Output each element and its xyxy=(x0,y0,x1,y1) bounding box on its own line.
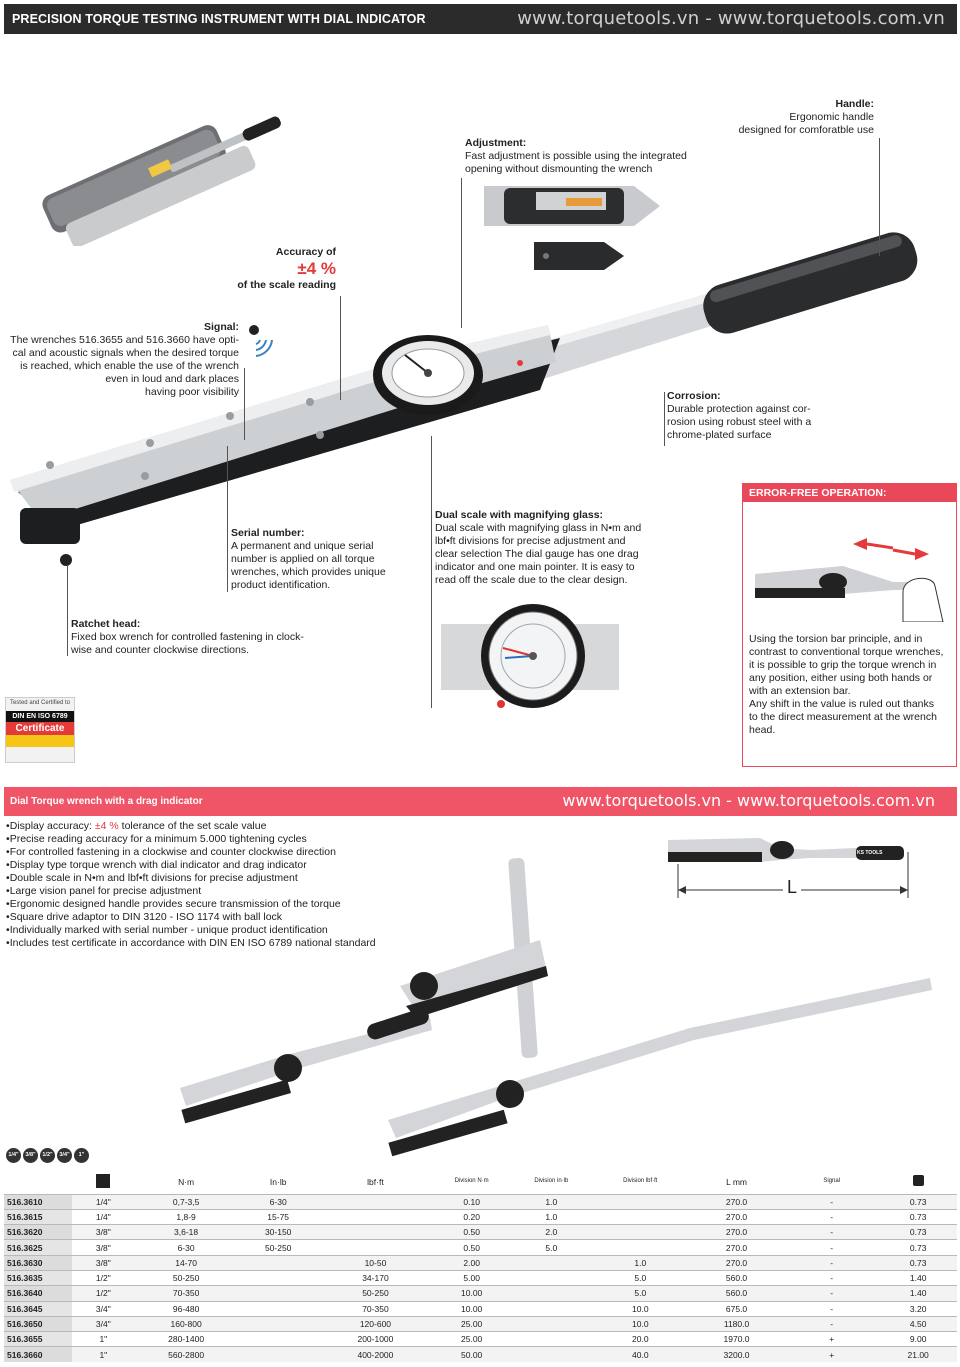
feature-item: • Includes test certificate in accordance with DIN EN ISO 6789 national standard xyxy=(6,937,376,950)
drive-chip: 1" xyxy=(74,1148,89,1163)
corrosion-leader xyxy=(664,392,665,446)
table-cell: 516.3635 xyxy=(4,1270,72,1285)
table-cell xyxy=(511,1286,592,1301)
table-row xyxy=(4,1286,957,1301)
ratchet-leader xyxy=(67,566,68,656)
table-cell: 1.0 xyxy=(592,1255,689,1270)
table-cell xyxy=(511,1347,592,1362)
table-cell: 516.3640 xyxy=(4,1286,72,1301)
table-row xyxy=(4,1209,957,1224)
table-cell: 9.00 xyxy=(909,1334,927,1345)
table-cell: - xyxy=(830,1211,834,1222)
table-cell: - xyxy=(784,1255,879,1270)
table-cell: 25.00 xyxy=(432,1316,511,1331)
table-cell: 516.3630 xyxy=(4,1255,72,1270)
table-cell: 0.73 xyxy=(879,1194,957,1209)
table-cell: 40.0 xyxy=(592,1347,689,1362)
adjustment-detail-image xyxy=(484,180,664,276)
table-cell: 50.00 xyxy=(432,1347,511,1362)
serial-callout: Serial number: A permanent and unique serial number is applied on all torque wrenches, which provides unique product identification. xyxy=(231,527,386,591)
table-cell xyxy=(319,1194,433,1209)
table-cell: 3/8" xyxy=(95,1242,111,1253)
certificate-norm: DIN EN ISO 6789 xyxy=(6,711,74,722)
section2-title: Dial Torque wrench with a drag indicator xyxy=(10,796,203,807)
table-cell: 0.73 xyxy=(909,1242,927,1253)
table-cell xyxy=(238,1255,319,1270)
square-drive-icon xyxy=(96,1174,110,1188)
table-cell: 400-2000 xyxy=(319,1347,433,1362)
table-cell: 10.00 xyxy=(461,1303,483,1314)
table-cell xyxy=(319,1209,433,1224)
table-cell: 560.0 xyxy=(725,1273,748,1284)
error-free-text: Using the torsion bar principle, and in contrast to conventional torque wrenches, it is possible to grip the torque wrench in any position, either using both hands or with an extension bar. Any shift in the value is ruled out thanks to the direct measurement at the wrench head. xyxy=(749,633,944,736)
table-cell: 0,7-3,5 xyxy=(134,1194,237,1209)
table-cell: 120-600 xyxy=(319,1316,433,1331)
dial-closeup-image xyxy=(441,598,619,716)
table-cell: 0.50 xyxy=(432,1225,511,1240)
table-cell: 270.0 xyxy=(689,1225,784,1240)
table-cell xyxy=(238,1316,319,1331)
table-cell: 50-250 xyxy=(264,1242,292,1253)
table-cell: 5.00 xyxy=(463,1273,480,1284)
table-cell: 3.20 xyxy=(909,1303,927,1314)
table-cell xyxy=(238,1270,319,1285)
section2-bar xyxy=(4,787,957,816)
table-cell: 270.0 xyxy=(689,1255,784,1270)
table-cell xyxy=(319,1225,433,1240)
table-cell: - xyxy=(830,1303,834,1314)
table-cell: 1,8-9 xyxy=(176,1211,196,1222)
table-row xyxy=(4,1194,957,1209)
table-cell xyxy=(238,1286,319,1301)
dual-scale-callout: Dual scale with magnifying glass: Dual scale with magnifying glass in N•m and lbf•ft divisions for precise adjustment and clear selection The dial gauge has one drag indicator and one main pointer. It is easy to read off the scale due to the clear design. xyxy=(435,509,642,586)
table-cell: 1/4" xyxy=(72,1194,134,1209)
table-cell: 1" xyxy=(99,1334,108,1345)
table-row xyxy=(4,1270,957,1285)
table-cell: - xyxy=(784,1316,879,1331)
signal-waves-icon xyxy=(246,320,280,360)
table-cell: 1" xyxy=(72,1347,134,1362)
drive-chip: 1/2" xyxy=(40,1148,55,1163)
table-cell: 96-480 xyxy=(172,1303,200,1314)
table-cell: 14-70 xyxy=(134,1255,237,1270)
feature-item: • Display accuracy: ±4 % tolerance of the set scale value xyxy=(6,820,376,833)
feature-item: • For controlled fastening in a clockwise and counter clockwise direction xyxy=(6,846,376,859)
table-header-row: N·m In·lb lbf·ft Division N·m Division in·lb Division lbf·ft L mm Signal xyxy=(4,1170,957,1194)
table-cell: 6-30 xyxy=(177,1242,195,1253)
table-cell: 5.0 xyxy=(592,1286,689,1301)
table-cell: 10.00 xyxy=(432,1286,511,1301)
table-cell: 3/8" xyxy=(72,1255,134,1270)
table-cell: 3/8" xyxy=(72,1225,134,1240)
table-row xyxy=(4,1347,957,1362)
table-cell: 50-250 xyxy=(319,1286,433,1301)
table-cell: 10.0 xyxy=(592,1316,689,1331)
table-cell: 516.3610 xyxy=(4,1194,72,1209)
table-cell: 1.0 xyxy=(511,1194,592,1209)
table-cell xyxy=(511,1255,592,1270)
table-cell: 516.3660 xyxy=(4,1347,72,1362)
product-wrenches-image xyxy=(170,858,940,1158)
adjustment-callout: Adjustment: Fast adjustment is possible using the integrated opening without dismounting the wrench xyxy=(465,137,687,175)
table-cell: 1.40 xyxy=(879,1286,957,1301)
table-cell: 270.0 xyxy=(725,1242,748,1253)
table-row xyxy=(4,1316,957,1331)
table-cell: 1/2" xyxy=(72,1286,134,1301)
serial-leader xyxy=(227,446,228,592)
table-cell: 10-50 xyxy=(319,1255,433,1270)
drive-chip: 3/8" xyxy=(23,1148,38,1163)
table-cell: 200-1000 xyxy=(357,1334,394,1345)
table-cell: 1970.0 xyxy=(723,1334,750,1345)
table-cell xyxy=(511,1316,592,1331)
header-bar xyxy=(4,4,957,34)
feature-item: • Double scale in N•m and lbf•ft divisions for precise adjustment xyxy=(6,872,376,885)
handle-callout: Handle: Ergonomic handle designed for comforatble use xyxy=(738,98,874,136)
table-row xyxy=(4,1255,957,1270)
table-cell: 25.00 xyxy=(461,1334,483,1345)
table-cell xyxy=(592,1194,689,1209)
table-cell: 4.50 xyxy=(879,1316,957,1331)
dual-leader xyxy=(431,436,432,708)
table-cell xyxy=(319,1240,433,1255)
drive-chip: 1/4" xyxy=(6,1148,21,1163)
error-free-image xyxy=(743,502,956,622)
page-title: PRECISION TORQUE TESTING INSTRUMENT WITH DIAL INDICATOR xyxy=(12,12,426,26)
table-cell: 1.40 xyxy=(909,1273,927,1284)
accuracy-callout: Accuracy of ±4 % of the scale reading xyxy=(237,246,336,291)
table-cell: 21.00 xyxy=(879,1347,957,1362)
table-cell xyxy=(238,1347,319,1362)
table-cell xyxy=(592,1240,689,1255)
drive-chips xyxy=(6,1147,91,1163)
table-cell: 0.20 xyxy=(463,1211,480,1222)
table-cell: 270.0 xyxy=(725,1211,748,1222)
signal-callout: Signal: The wrenches 516.3655 and 516.3660 have opti- cal and acoustic signals when the desired torque is reached, which enable the use of the wrench even in loud and dark places having poor visibility xyxy=(10,321,239,398)
wrench-case-image xyxy=(18,86,298,246)
table-cell xyxy=(592,1209,689,1224)
table-cell: 0.73 xyxy=(879,1225,957,1240)
error-free-box xyxy=(742,483,957,767)
handle-leader xyxy=(879,138,880,256)
feature-item: • Display type torque wrench with dial indicator and drag indicator xyxy=(6,859,376,872)
section2-url[interactable]: www.torquetools.vn - www.torquetools.com.vn xyxy=(562,791,935,810)
table-row xyxy=(4,1301,957,1316)
table-cell: 30-150 xyxy=(238,1225,319,1240)
feature-item: • Individually marked with serial number - unique product identification xyxy=(6,924,376,937)
accuracy-leader xyxy=(340,296,341,400)
table-cell: 560-2800 xyxy=(134,1347,237,1362)
table-cell: 10.0 xyxy=(632,1303,649,1314)
table-cell: 3200.0 xyxy=(689,1347,784,1362)
feature-item: • Precise reading accuracy for a minimum 5.000 tightening cycles xyxy=(6,833,376,846)
table-cell: 516.3625 xyxy=(4,1240,72,1255)
table-cell: + xyxy=(784,1347,879,1362)
table-cell: 15-75 xyxy=(267,1211,290,1222)
certificate-label: Certificate xyxy=(6,722,74,735)
feature-item: • Large vision panel for precise adjustment xyxy=(6,885,376,898)
table-cell: 280-1400 xyxy=(168,1334,205,1345)
table-cell: 516.3655 xyxy=(4,1332,72,1347)
table-row xyxy=(4,1240,957,1255)
signal-leader xyxy=(244,368,245,440)
table-cell: 1/2" xyxy=(95,1273,111,1284)
table-cell: 0.73 xyxy=(909,1211,927,1222)
table-cell: - xyxy=(830,1273,834,1284)
table-cell: - xyxy=(784,1225,879,1240)
table-cell: 516.3620 xyxy=(4,1225,72,1240)
table-cell: 675.0 xyxy=(725,1303,748,1314)
table-cell: 1/4" xyxy=(95,1211,111,1222)
table-cell: 70-350 xyxy=(134,1286,237,1301)
table-cell: 2.0 xyxy=(511,1225,592,1240)
certificate-badge: Tested and Certified to DIN EN ISO 6789 Certificate xyxy=(5,697,75,763)
table-cell: 560.0 xyxy=(689,1286,784,1301)
corrosion-callout: Corrosion: Durable protection against cor- rosion using robust steel with a chrome-plated surface xyxy=(667,390,812,441)
table-cell: 0.10 xyxy=(432,1194,511,1209)
table-cell: 516.3650 xyxy=(4,1316,72,1331)
adjustment-leader xyxy=(461,178,462,328)
table-cell: 516.3645 xyxy=(4,1301,72,1316)
table-cell: + xyxy=(829,1334,835,1345)
header-url[interactable]: www.torquetools.vn - www.torquetools.com.vn xyxy=(517,8,945,29)
feature-item: • Ergonomic designed handle provides secure transmission of the torque xyxy=(6,898,376,911)
table-cell: 70-350 xyxy=(362,1303,389,1314)
table-cell: - xyxy=(830,1242,834,1253)
table-cell xyxy=(511,1332,592,1347)
table-cell xyxy=(511,1270,592,1285)
table-cell: 3/4" xyxy=(95,1303,111,1314)
error-free-title: ERROR-FREE OPERATION: xyxy=(743,484,956,502)
table-cell: 270.0 xyxy=(689,1194,784,1209)
table-cell xyxy=(592,1225,689,1240)
brand-logo: KS TOOLS xyxy=(857,850,883,856)
accuracy-value: ±4 % xyxy=(297,259,336,278)
table-cell xyxy=(238,1301,319,1316)
table-cell: 20.0 xyxy=(632,1334,649,1345)
ratchet-callout: Ratchet head: Fixed box wrench for controlled fastening in clock- wise and counter clockwise directions. xyxy=(71,618,304,656)
table-cell: 5.0 xyxy=(634,1273,647,1284)
table-cell: 5.0 xyxy=(545,1242,558,1253)
length-label: L xyxy=(783,877,801,898)
table-cell: 1.0 xyxy=(545,1211,558,1222)
table-cell: 160-800 xyxy=(134,1316,237,1331)
table-cell: 3/4" xyxy=(72,1316,134,1331)
table-cell: 0.50 xyxy=(463,1242,480,1253)
table-cell: 3,6-18 xyxy=(134,1225,237,1240)
weight-icon xyxy=(913,1175,924,1186)
table-cell: 6-30 xyxy=(238,1194,319,1209)
feature-item: • Square drive adaptor to DIN 3120 - ISO 1174 with ball lock xyxy=(6,911,376,924)
table-cell: 34-170 xyxy=(362,1273,389,1284)
table-cell: 0.73 xyxy=(879,1255,957,1270)
table-cell: 50-250 xyxy=(172,1273,200,1284)
table-cell xyxy=(238,1332,319,1347)
table-row xyxy=(4,1225,957,1240)
table-cell: 1180.0 xyxy=(689,1316,784,1331)
table-cell: - xyxy=(784,1194,879,1209)
table-cell xyxy=(511,1301,592,1316)
table-cell: 516.3615 xyxy=(4,1209,72,1224)
table-cell: 2.00 xyxy=(432,1255,511,1270)
table-row xyxy=(4,1332,957,1347)
table-cell: - xyxy=(784,1286,879,1301)
spec-table xyxy=(4,1170,957,1362)
drive-chip: 3/4" xyxy=(57,1148,72,1163)
